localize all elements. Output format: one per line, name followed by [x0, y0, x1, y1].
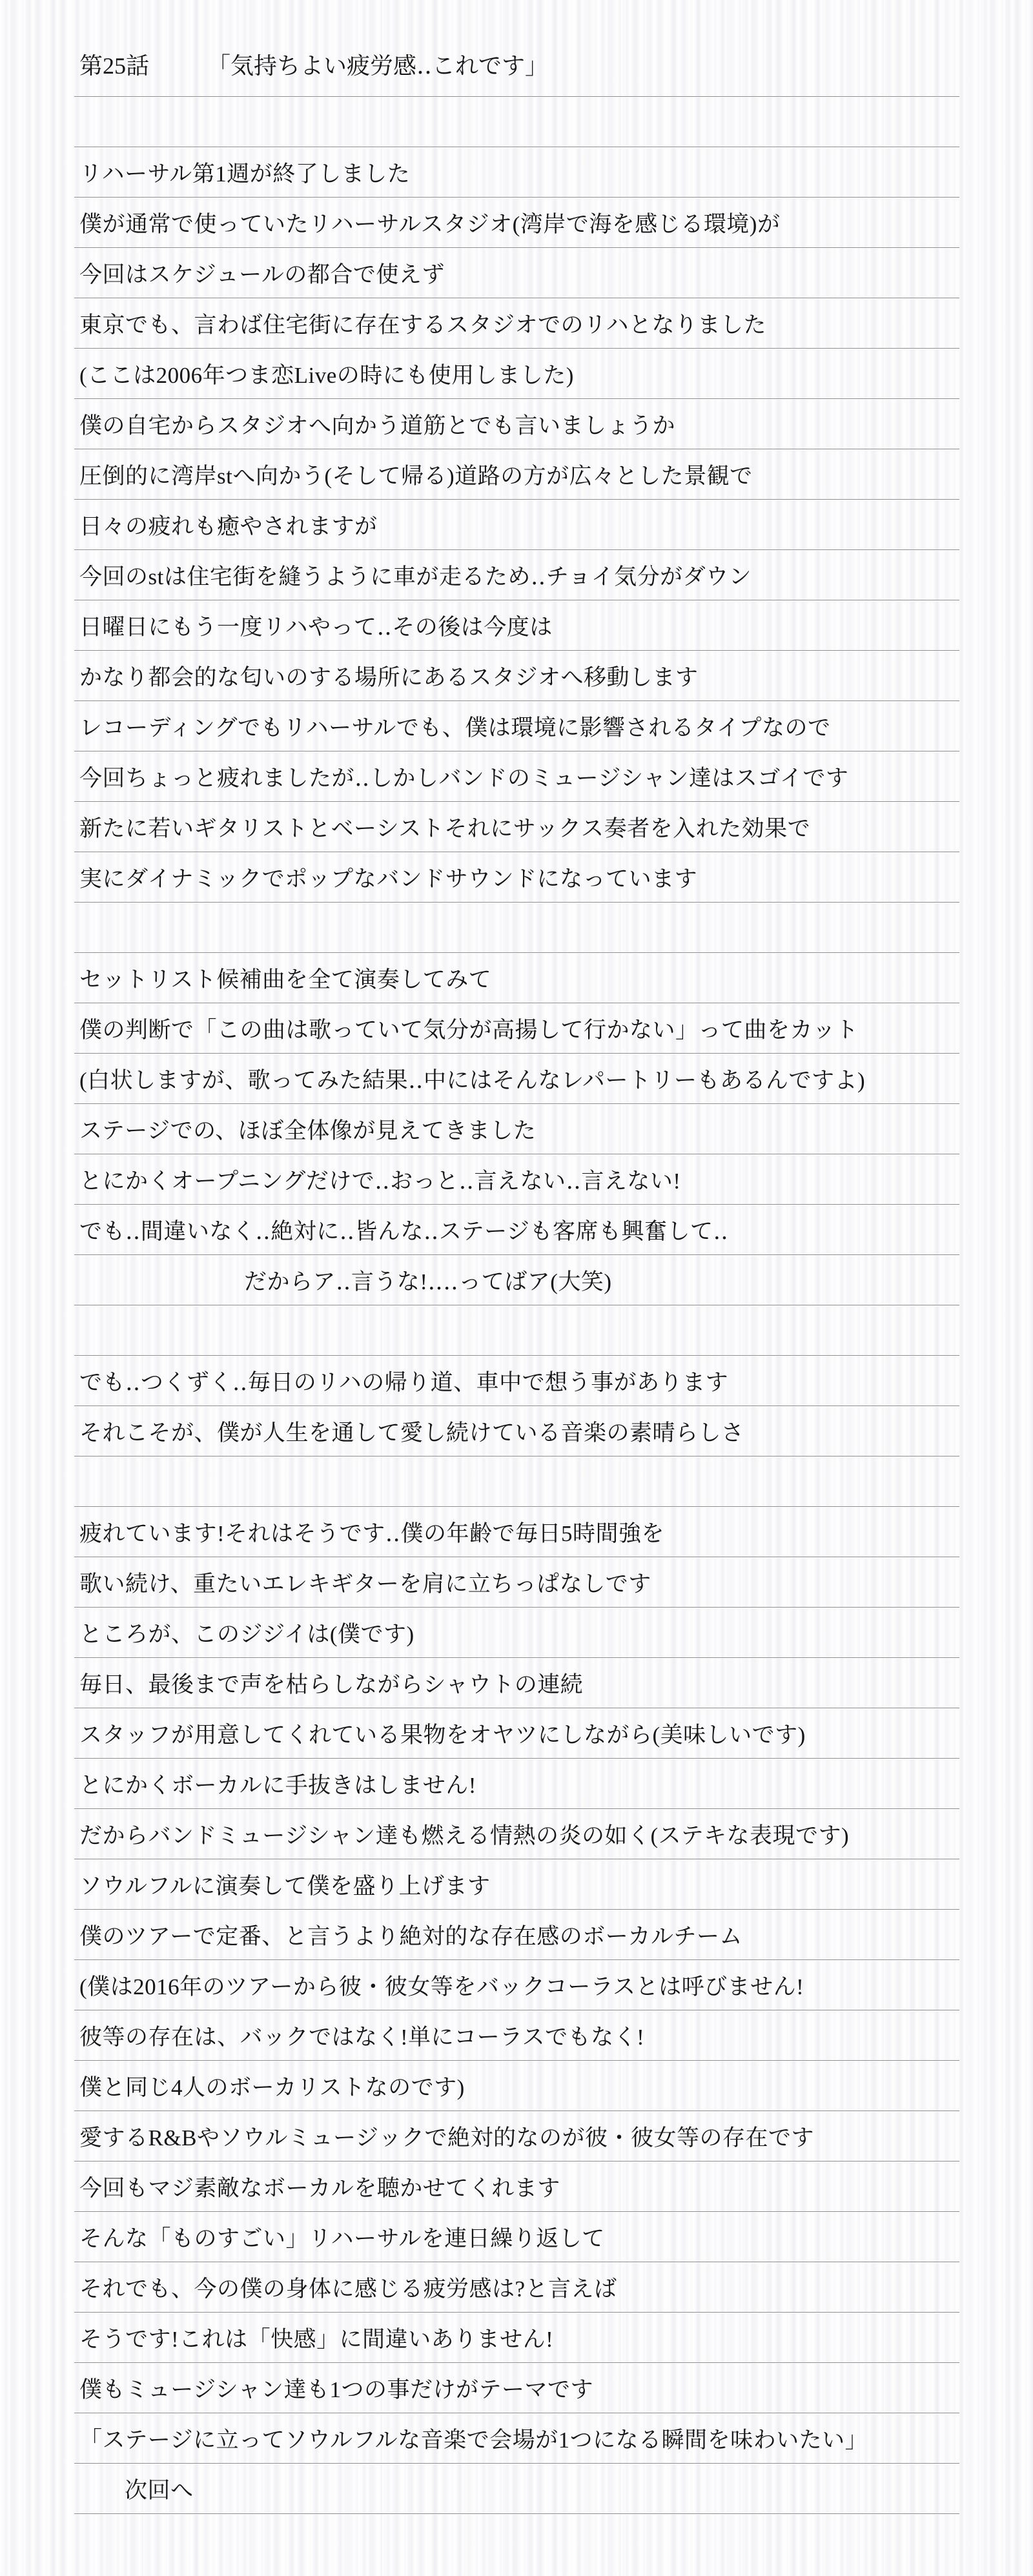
- row-text: 圧倒的に湾岸stへ向かう(そして帰る)道路の方が広々とした景観で: [79, 463, 753, 489]
- empty-row: [74, 903, 959, 953]
- text-row: [74, 248, 959, 298]
- text-row: [74, 1356, 959, 1406]
- row-text: ところが、このジジイは(僕です): [79, 1621, 414, 1647]
- row-text: 歌い続け、重たいエレキギターを肩に立ちっぱなしです: [79, 1571, 651, 1597]
- row-text: かなり都会的な匂いのする場所にあるスタジオへ移動します: [79, 664, 699, 690]
- text-row: [74, 1859, 959, 1910]
- row-text: 日曜日にもう一度リハやって‥その後は今度は: [79, 614, 553, 640]
- text-row: [74, 802, 959, 852]
- episode-title: 「気持ちよい疲労感‥これです」: [207, 53, 549, 79]
- text-row: [74, 1255, 959, 1305]
- row-text: 毎日、最後まで声を枯らしながらシャウトの連続: [79, 1671, 584, 1697]
- text-row: [74, 1054, 959, 1104]
- row-text: それでも、今の僕の身体に感じる疲労感は?と言えば: [79, 2276, 617, 2302]
- text-row: [74, 1205, 959, 1255]
- row-text: ソウルフルに演奏して僕を盛り上げます: [79, 1873, 491, 1899]
- text-row: [74, 651, 959, 701]
- text-row: [74, 2061, 959, 2111]
- text-row: [74, 298, 959, 349]
- row-text: レコーディングでもリハーサルでも、僕は環境に影響されるタイプなので: [79, 715, 831, 741]
- text-row: [74, 852, 959, 903]
- text-row: [74, 1658, 959, 1708]
- row-text: 実にダイナミックでポップなバンドサウンドになっています: [79, 866, 698, 892]
- row-text: 今回はスケジュールの都合で使えず: [79, 261, 445, 287]
- empty-row: [74, 1457, 959, 1507]
- row-text: 東京でも、言わば住宅街に存在するスタジオでのリハとなりました: [79, 312, 766, 338]
- text-row: [74, 449, 959, 500]
- row-text: それこそが、僕が人生を通して愛し続けている音楽の素晴らしさ: [79, 1420, 744, 1446]
- row-text: 疲れています!それはそうです‥僕の年齢で毎日5時間強を: [79, 1520, 665, 1546]
- empty-row: [74, 97, 959, 147]
- row-text: だからバンドミュージシャン達も燃える情熱の炎の如く(ステキな表現です): [79, 1823, 850, 1848]
- row-text: 僕が通常で使っていたリハーサルスタジオ(湾岸で海を感じる環境)が: [79, 211, 781, 237]
- row-text: (ここは2006年つま恋Liveの時にも使用しました): [79, 362, 574, 388]
- row-text: そうです!これは「快感」に間違いありません!: [79, 2326, 554, 2352]
- text-row: [74, 1608, 959, 1658]
- text-row: [74, 2212, 959, 2262]
- text-row: [74, 500, 959, 550]
- row-text: でも‥つくずく‥毎日のリハの帰り道、車中で想う事があります: [79, 1369, 729, 1395]
- text-row: [74, 2262, 959, 2313]
- row-text: とにかくボーカルに手抜きはしません!: [79, 1772, 476, 1798]
- text-row: [74, 1960, 959, 2010]
- text-row: [74, 2313, 959, 2363]
- row-text: 新たに若いギタリストとベーシストそれにサックス奏者を入れた効果で: [79, 815, 811, 841]
- text-row: [74, 600, 959, 651]
- text-row: [74, 1708, 959, 1759]
- text-row: [74, 147, 959, 198]
- row-text: (白状しますが、歌ってみた結果‥中にはそんなレパートリーもあるんですよ): [79, 1067, 866, 1093]
- text-row: [74, 1104, 959, 1154]
- row-text: 日々の疲れも癒やされますが: [79, 513, 378, 539]
- text-rows: [74, 97, 959, 2514]
- text-row: [74, 1003, 959, 1054]
- row-text: だからア‥言うな!‥‥ってばア(大笑): [244, 1269, 612, 1294]
- text-row: [74, 1557, 959, 1608]
- text-row: [74, 751, 959, 802]
- blog-page: [74, 0, 959, 2514]
- row-text: ステージでの、ほぼ全体像が見えてきました: [79, 1118, 537, 1143]
- text-row: [74, 2111, 959, 2162]
- text-row: [74, 2010, 959, 2061]
- empty-row: [74, 1305, 959, 1356]
- row-text: 僕の判断で「この曲は歌っていて気分が高揚して行かない」って曲をカット: [79, 1017, 859, 1043]
- row-text: でも‥間違いなく‥絶対に‥皆んな‥ステージも客席も興奮して‥: [79, 1218, 729, 1244]
- row-text: スタッフが用意してくれている果物をオヤツにしながら(美味しいです): [79, 1722, 806, 1748]
- text-row: [74, 1809, 959, 1859]
- row-text: セットリスト候補曲を全て演奏してみて: [79, 966, 492, 992]
- text-row: [74, 701, 959, 751]
- row-text: とにかくオープニングだけで‥おっと‥言えない‥言えない!: [79, 1168, 681, 1194]
- text-row: [74, 1406, 959, 1457]
- text-row: [74, 1154, 959, 1205]
- text-row: [74, 2464, 959, 2514]
- text-row: [74, 2363, 959, 2413]
- text-row: [74, 2413, 959, 2464]
- row-text: 「ステージに立ってソウルフルな音楽で会場が1つになる瞬間を味わいたい」: [79, 2427, 868, 2453]
- row-text: (僕は2016年のツアーから彼・彼女等をバックコーラスとは呼びません!: [79, 1974, 804, 1999]
- row-text: 僕と同じ4人のボーカリストなのです): [79, 2074, 465, 2100]
- text-row: [74, 953, 959, 1003]
- row-text: 彼等の存在は、バックではなく!単にコーラスでもなく!: [79, 2024, 645, 2050]
- text-row: [74, 399, 959, 449]
- row-text: 僕の自宅からスタジオへ向かう道筋とでも言いましょうか: [79, 413, 676, 438]
- row-text: 今回のstは住宅街を縫うように車が走るため‥チョイ気分がダウン: [79, 564, 752, 589]
- row-text: そんな「ものすごい」リハーサルを連日繰り返して: [79, 2225, 605, 2251]
- row-text: リハーサル第1週が終了しました: [79, 161, 411, 187]
- row-text: 僕のツアーで定番、と言うより絶対的な存在感のボーカルチーム: [79, 1923, 743, 1949]
- text-row: [74, 1910, 959, 1960]
- text-row: [74, 1759, 959, 1809]
- episode-number: 第25話: [79, 53, 150, 79]
- row-text: 次回へ: [125, 2477, 194, 2503]
- text-row: [74, 349, 959, 399]
- row-text: 今回もマジ素敵なボーカルを聴かせてくれます: [79, 2175, 560, 2201]
- text-row: [74, 550, 959, 600]
- row-text: 今回ちょっと疲れましたが‥しかしバンドのミュージシャン達はスゴイです: [79, 765, 849, 791]
- row-text: 愛するR&Bやソウルミュージックで絶対的なのが彼・彼女等の存在です: [79, 2125, 814, 2151]
- text-row: [74, 1507, 959, 1557]
- text-row: [74, 198, 959, 248]
- page-title: [74, 0, 959, 97]
- text-row: [74, 2162, 959, 2212]
- row-text: 僕もミュージシャン達も1つの事だけがテーマです: [79, 2377, 594, 2402]
